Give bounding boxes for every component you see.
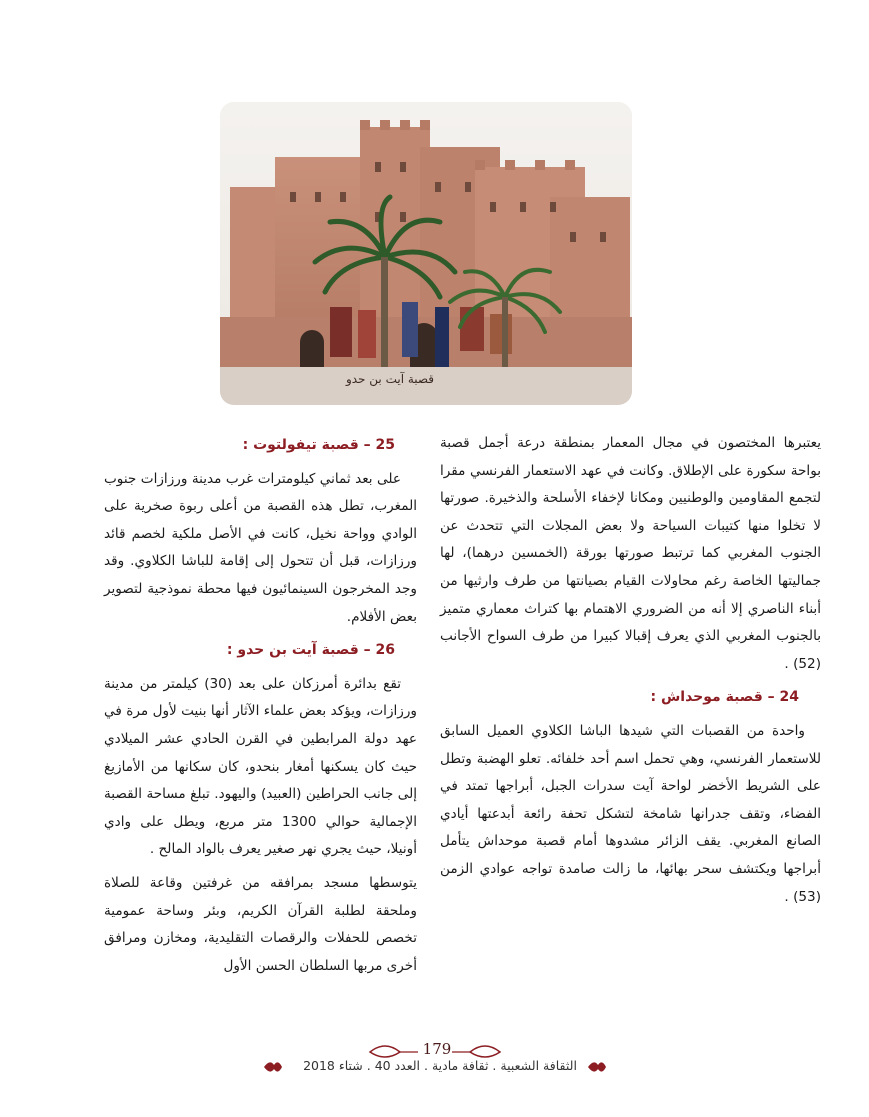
right-paragraph-1: يعتبرها المختصون في مجال المعمار بمنطقة درعة أجمل قصبة بواحة سكورة على الإطلاق. وكانت في عهد الاستعمار الفرنسي مقرا لتجمع المقاومين والوطنيين ومكانا لإخفاء الأسلحة والذخيرة. صورتها لا تخلوا منها كتيبات السياحة ولا بعض المجلات التي تتحدث عن الجنوب المغربي كما ترتبط صورتها بورقة (الخمسين درهما)، لها جماليتها الخاصة رغم محاولات القيام بصيانتها من طرف وارثيها من أبناء الناصري إلا أنه من الضروري الاهتمام بها كتراث معماري متميز بالجنوب المغربي الذي يعرف إقبالا كبيرا من طرف السواح الأجانب (52) . [440, 435, 821, 672]
left-paragraph-3: يتوسطها مسجد بمرافقه من غرفتين وقاعة للصلاة وملحقة لطلبة القرآن الكريم، وبئر وساحة عمومية تخصص للحفلات والرقصات التقليدية، ومخازن ومرافق أخرى مربها السلطان الحسن الأول [104, 874, 417, 974]
journal-footer: الثقافة الشعبية . ثقافة مادية . العدد 40 . شتاء 2018 [303, 1058, 577, 1073]
footer-left-ornament-icon [262, 1058, 284, 1076]
kasbah-illustration [220, 102, 632, 405]
left-paragraph-1: على بعد ثماني كيلومترات غرب مدينة ورزازات جنوب المغرب، تطل هذه القصبة من أعلى ربوة صخرية على الوادي وواحة نخيل، كانت في الأصل ملكية لخصم قائد ورزازات، قبل أن تتحول إلى إقامة للباشا الكلاوي. وقد وجد المخرجون السينمائيون فيها محطة نموذجية لتصوير بعض الأفلام. [104, 470, 417, 625]
left-paragraph-2: تقع بدائرة أمرزكان على بعد (30) كيلمتر من مدينة ورزازات، ويؤكد بعض علماء الآثار أنها بنيت لأول مرة في عهد دولة المرابطين في القرن الحادي عشر الميلادي حيث كان يسكنها أمغار بنحدو، كان سكانها من الأمازيغ إلى جانب الحراطين (العبيد) واليهود. تبلغ مساحة القصبة الإجمالية حوالي 1300 متر مربع، ويطل على وادي أونيلا، حيث يجري نهر صغير يعرف بالواد المالح . [104, 675, 417, 858]
right-paragraph-2: واحدة من القصبات التي شيدها الباشا الكلاوي العميل السابق للاستعمار الفرنسي، وهي تحمل اسم أحد خلفائه. تعلو الهضبة وتطل على الشريط الأخضر لواحة آيت سدرات الجبل، أبراجها تمتد في الفضاء، وتقف جدرانها شامخة لتشكل تحفة رائعة أبدعتها أيادي الصانع المغربي. يقف الزائر مشدوها أمام قصبة موحداش يتأمل أبراجها ويكتشف سحر بهائها، ما زالت صامدة تواجه عوادي الزمن (53) . [440, 722, 821, 905]
photo-caption: قصبة آيت بن حدو [345, 372, 435, 386]
section-heading-25: 25 – قصبة تيفولتوت : [242, 437, 395, 453]
footer-right-ornament-icon [586, 1058, 608, 1076]
kasbah-photo [220, 102, 632, 405]
left-column [104, 430, 417, 986]
right-column [440, 430, 821, 917]
section-heading-24: 24 – قصبة موحداش : [650, 689, 799, 706]
section-heading-26: 26 – قصبة آيت بن حدو : [226, 642, 395, 659]
page-number: 179 [422, 1040, 452, 1058]
